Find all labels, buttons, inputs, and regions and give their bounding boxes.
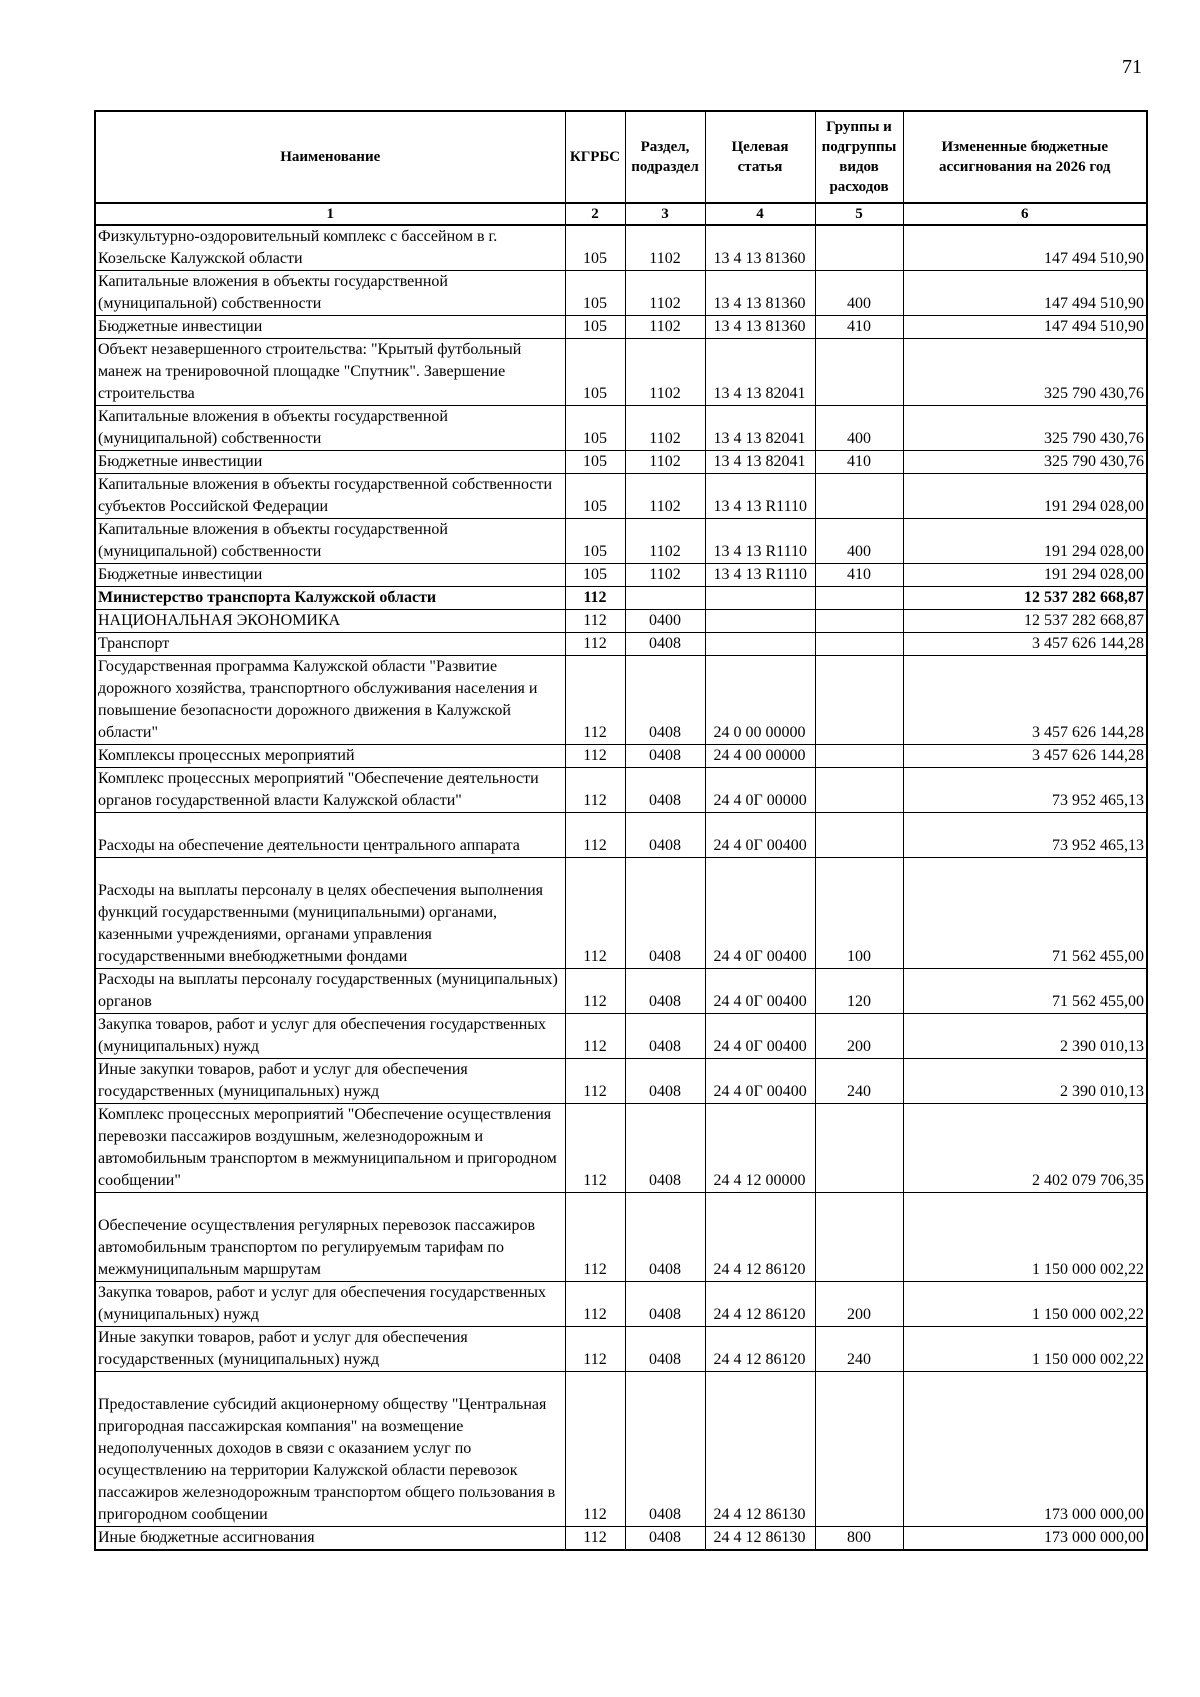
cell-name: Объект незавершенного строительства: "Крытый футбольный манеж на тренировочной площадке "Спутник". Завершение строительства: [95, 339, 565, 406]
cell-group: [815, 633, 903, 656]
cell-group: 200: [815, 1014, 903, 1059]
cell-section: 0408: [625, 813, 705, 858]
cell-kgrbs: 105: [565, 271, 625, 316]
cell-target: 24 4 12 86130: [705, 1372, 815, 1527]
cell-name: Министерство транспорта Калужской области: [95, 587, 565, 610]
cell-group: [815, 225, 903, 271]
cell-group: 120: [815, 969, 903, 1014]
table-row: [95, 768, 1147, 813]
cell-kgrbs: 112: [565, 813, 625, 858]
cell-kgrbs: 112: [565, 768, 625, 813]
cell-kgrbs: 112: [565, 1282, 625, 1327]
header-section: Раздел, подраздел: [625, 111, 705, 203]
cell-section: 0408: [625, 1282, 705, 1327]
table-row: [95, 519, 1147, 564]
cell-section: 1102: [625, 339, 705, 406]
cell-section: 0408: [625, 656, 705, 745]
cell-group: [815, 610, 903, 633]
cell-kgrbs: 105: [565, 474, 625, 519]
cell-amount: 73 952 465,13: [903, 813, 1147, 858]
cell-section: 1102: [625, 564, 705, 587]
cell-group: 410: [815, 564, 903, 587]
table-row: [95, 451, 1147, 474]
cell-group: 800: [815, 1527, 903, 1551]
cell-group: 100: [815, 858, 903, 969]
cell-section: 1102: [625, 474, 705, 519]
table-row: [95, 1327, 1147, 1372]
cell-target: 13 4 13 R1110: [705, 564, 815, 587]
cell-kgrbs: 112: [565, 1372, 625, 1527]
cell-target: 13 4 13 82041: [705, 406, 815, 451]
cell-name: Закупка товаров, работ и услуг для обеспечения государственных (муниципальных) нужд: [95, 1282, 565, 1327]
cell-amount: 3 457 626 144,28: [903, 633, 1147, 656]
table-row: [95, 1059, 1147, 1104]
cell-amount: 3 457 626 144,28: [903, 745, 1147, 768]
cell-group: [815, 768, 903, 813]
cell-target: 24 4 0Г 00400: [705, 813, 815, 858]
table-row: [95, 656, 1147, 745]
cell-name: Транспорт: [95, 633, 565, 656]
cell-group: 240: [815, 1059, 903, 1104]
cell-name: Расходы на обеспечение деятельности центрального аппарата: [95, 813, 565, 858]
table-row: [95, 858, 1147, 969]
cell-group: [815, 1372, 903, 1527]
cell-group: [815, 1193, 903, 1282]
cell-name: Комплексы процессных мероприятий: [95, 745, 565, 768]
cell-target: [705, 633, 815, 656]
cell-target: 24 4 0Г 00400: [705, 1059, 815, 1104]
cell-target: 24 4 0Г 00400: [705, 969, 815, 1014]
cell-name: Обеспечение осуществления регулярных перевозок пассажиров автомобильным транспортом по регулируемым тарифам по межмуниципальным маршрутам: [95, 1193, 565, 1282]
cell-amount: 1 150 000 002,22: [903, 1327, 1147, 1372]
cell-kgrbs: 112: [565, 1104, 625, 1193]
cell-amount: 191 294 028,00: [903, 519, 1147, 564]
cell-group: [815, 339, 903, 406]
table-row: [95, 1527, 1147, 1551]
cell-section: 1102: [625, 271, 705, 316]
cell-target: 24 4 12 86120: [705, 1193, 815, 1282]
cell-group: 240: [815, 1327, 903, 1372]
column-number: 6: [903, 203, 1147, 225]
cell-name: Расходы на выплаты персоналу государственных (муниципальных) органов: [95, 969, 565, 1014]
cell-amount: 173 000 000,00: [903, 1372, 1147, 1527]
table-row: [95, 813, 1147, 858]
cell-name: Иные бюджетные ассигнования: [95, 1527, 565, 1551]
cell-group: 410: [815, 316, 903, 339]
cell-target: 24 0 00 00000: [705, 656, 815, 745]
cell-section: 0408: [625, 969, 705, 1014]
cell-section: 0408: [625, 1059, 705, 1104]
column-number-row: [95, 203, 1147, 225]
cell-section: 1102: [625, 519, 705, 564]
table-row: [95, 1372, 1147, 1527]
cell-amount: 73 952 465,13: [903, 768, 1147, 813]
cell-target: 13 4 13 81360: [705, 271, 815, 316]
cell-name: НАЦИОНАЛЬНАЯ ЭКОНОМИКА: [95, 610, 565, 633]
header-name: Наименование: [95, 111, 565, 203]
budget-allocation-table: [94, 110, 1148, 1551]
cell-amount: 71 562 455,00: [903, 858, 1147, 969]
cell-name: Капитальные вложения в объекты государственной (муниципальной) собственности: [95, 406, 565, 451]
cell-target: 13 4 13 R1110: [705, 519, 815, 564]
cell-section: 1102: [625, 406, 705, 451]
cell-group: [815, 474, 903, 519]
cell-name: Бюджетные инвестиции: [95, 451, 565, 474]
cell-amount: 1 150 000 002,22: [903, 1193, 1147, 1282]
table-body: [95, 225, 1147, 1550]
cell-amount: 173 000 000,00: [903, 1527, 1147, 1551]
cell-name: Закупка товаров, работ и услуг для обеспечения государственных (муниципальных) нужд: [95, 1014, 565, 1059]
cell-group: 200: [815, 1282, 903, 1327]
cell-target: 13 4 13 81360: [705, 316, 815, 339]
cell-name: Комплекс процессных мероприятий "Обеспечение деятельности органов государственной власти Калужской области": [95, 768, 565, 813]
cell-kgrbs: 112: [565, 745, 625, 768]
cell-amount: 147 494 510,90: [903, 316, 1147, 339]
cell-kgrbs: 105: [565, 451, 625, 474]
cell-name: Капитальные вложения в объекты государственной собственности субъектов Российской Федерации: [95, 474, 565, 519]
cell-target: 24 4 12 86120: [705, 1282, 815, 1327]
cell-amount: 191 294 028,00: [903, 564, 1147, 587]
cell-target: 13 4 13 R1110: [705, 474, 815, 519]
cell-name: Капитальные вложения в объекты государственной (муниципальной) собственности: [95, 519, 565, 564]
table-row: [95, 587, 1147, 610]
cell-target: 24 4 12 86120: [705, 1327, 815, 1372]
column-number: 1: [95, 203, 565, 225]
table-row: [95, 633, 1147, 656]
cell-name: Капитальные вложения в объекты государственной (муниципальной) собственности: [95, 271, 565, 316]
cell-group: 410: [815, 451, 903, 474]
cell-section: 0408: [625, 633, 705, 656]
cell-section: [625, 587, 705, 610]
cell-section: 0408: [625, 1327, 705, 1372]
cell-group: [815, 745, 903, 768]
cell-kgrbs: 112: [565, 1059, 625, 1104]
table-row: [95, 406, 1147, 451]
header-amount: Измененные бюджетные ассигнования на 2026 год: [903, 111, 1147, 203]
table-row: [95, 1104, 1147, 1193]
cell-section: 1102: [625, 225, 705, 271]
cell-amount: 71 562 455,00: [903, 969, 1147, 1014]
cell-amount: 1 150 000 002,22: [903, 1282, 1147, 1327]
cell-target: 13 4 13 81360: [705, 225, 815, 271]
cell-section: 1102: [625, 451, 705, 474]
cell-name: Бюджетные инвестиции: [95, 316, 565, 339]
header-group: Группы и подгруппы видов расходов: [815, 111, 903, 203]
table-row: [95, 1193, 1147, 1282]
cell-amount: 325 790 430,76: [903, 451, 1147, 474]
cell-amount: 12 537 282 668,87: [903, 610, 1147, 633]
cell-section: 0408: [625, 768, 705, 813]
cell-target: [705, 610, 815, 633]
table-header-row: [95, 111, 1147, 203]
cell-name: Иные закупки товаров, работ и услуг для обеспечения государственных (муниципальных) нужд: [95, 1059, 565, 1104]
cell-kgrbs: 112: [565, 656, 625, 745]
cell-name: Предоставление субсидий акционерному обществу "Центральная пригородная пассажирская компания" на возмещение недополученных доходов в связи с оказанием услуг по осуществлению на территории Калужской области перевозок пассажиров железнодорожным транспортом общего пользования в пригородном сообщении: [95, 1372, 565, 1527]
cell-kgrbs: 112: [565, 587, 625, 610]
cell-section: 0408: [625, 858, 705, 969]
cell-kgrbs: 105: [565, 225, 625, 271]
cell-amount: 2 390 010,13: [903, 1014, 1147, 1059]
column-number: 2: [565, 203, 625, 225]
table-row: [95, 316, 1147, 339]
cell-kgrbs: 105: [565, 316, 625, 339]
cell-section: 0408: [625, 745, 705, 768]
cell-group: 400: [815, 406, 903, 451]
cell-target: 24 4 12 00000: [705, 1104, 815, 1193]
cell-section: 0408: [625, 1527, 705, 1551]
cell-amount: 147 494 510,90: [903, 271, 1147, 316]
table-row: [95, 1282, 1147, 1327]
table-row: [95, 969, 1147, 1014]
cell-section: 0400: [625, 610, 705, 633]
table-row: [95, 339, 1147, 406]
table-row: [95, 474, 1147, 519]
column-number: 5: [815, 203, 903, 225]
cell-name: Комплекс процессных мероприятий "Обеспечение осуществления перевозки пассажиров воздушным, железнодорожным и автомобильным транспортом в межмуниципальном и пригородном сообщении": [95, 1104, 565, 1193]
cell-group: [815, 587, 903, 610]
cell-group: [815, 813, 903, 858]
cell-name: Иные закупки товаров, работ и услуг для обеспечения государственных (муниципальных) нужд: [95, 1327, 565, 1372]
cell-amount: 12 537 282 668,87: [903, 587, 1147, 610]
header-target: Целевая статья: [705, 111, 815, 203]
cell-name: Физкультурно-оздоровительный комплекс с бассейном в г. Козельске Калужской области: [95, 225, 565, 271]
cell-target: 13 4 13 82041: [705, 339, 815, 406]
cell-section: 0408: [625, 1372, 705, 1527]
cell-target: 24 4 0Г 00400: [705, 1014, 815, 1059]
cell-target: 13 4 13 82041: [705, 451, 815, 474]
column-number: 4: [705, 203, 815, 225]
cell-group: [815, 1104, 903, 1193]
table-row: [95, 271, 1147, 316]
cell-kgrbs: 112: [565, 1193, 625, 1282]
cell-kgrbs: 112: [565, 1327, 625, 1372]
table-row: [95, 564, 1147, 587]
cell-amount: 325 790 430,76: [903, 406, 1147, 451]
cell-group: [815, 656, 903, 745]
cell-kgrbs: 105: [565, 564, 625, 587]
cell-target: 24 4 00 00000: [705, 745, 815, 768]
column-number: 3: [625, 203, 705, 225]
cell-kgrbs: 112: [565, 969, 625, 1014]
cell-kgrbs: 112: [565, 1527, 625, 1551]
cell-group: 400: [815, 519, 903, 564]
cell-amount: 147 494 510,90: [903, 225, 1147, 271]
cell-kgrbs: 112: [565, 610, 625, 633]
cell-name: Бюджетные инвестиции: [95, 564, 565, 587]
cell-amount: 2 402 079 706,35: [903, 1104, 1147, 1193]
cell-name: Государственная программа Калужской области "Развитие дорожного хозяйства, транспортного обслуживания населения и повышение безопасности дорожного движения в Калужской области": [95, 656, 565, 745]
cell-name: Расходы на выплаты персоналу в целях обеспечения выполнения функций государственными (муниципальными) органами, казенными учреждениями, органами управления государственными внебюджетными фондами: [95, 858, 565, 969]
cell-target: 24 4 12 86130: [705, 1527, 815, 1551]
cell-amount: 2 390 010,13: [903, 1059, 1147, 1104]
cell-kgrbs: 105: [565, 519, 625, 564]
cell-section: 1102: [625, 316, 705, 339]
cell-section: 0408: [625, 1104, 705, 1193]
table-row: [95, 745, 1147, 768]
cell-kgrbs: 112: [565, 1014, 625, 1059]
cell-target: [705, 587, 815, 610]
table-row: [95, 225, 1147, 271]
cell-kgrbs: 112: [565, 633, 625, 656]
cell-amount: 3 457 626 144,28: [903, 656, 1147, 745]
cell-group: 400: [815, 271, 903, 316]
cell-section: 0408: [625, 1193, 705, 1282]
cell-amount: 325 790 430,76: [903, 339, 1147, 406]
page-number: 71: [1122, 56, 1142, 78]
cell-kgrbs: 105: [565, 406, 625, 451]
header-kgrbs: КГРБС: [565, 111, 625, 203]
cell-target: 24 4 0Г 00400: [705, 858, 815, 969]
cell-target: 24 4 0Г 00000: [705, 768, 815, 813]
cell-amount: 191 294 028,00: [903, 474, 1147, 519]
table-row: [95, 1014, 1147, 1059]
cell-section: 0408: [625, 1014, 705, 1059]
cell-kgrbs: 105: [565, 339, 625, 406]
cell-kgrbs: 112: [565, 858, 625, 969]
table-row: [95, 610, 1147, 633]
